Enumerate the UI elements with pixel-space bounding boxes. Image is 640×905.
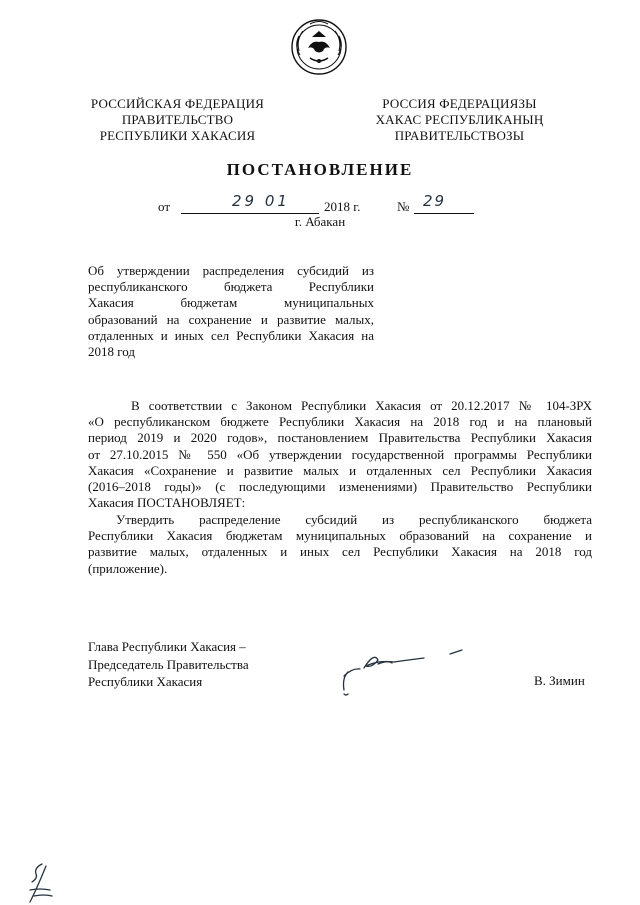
paragraph-line: от 27.10.2015 № 550 «Об утверждении государственной программы Республики — [88, 446, 592, 462]
paragraph-line: развитие малых, отдаленных и иных сел Республики Хакасия на 2018 год — [88, 544, 592, 560]
coat-of-arms-emblem — [290, 18, 348, 76]
number-sign: № — [397, 199, 410, 214]
subject-line: отдаленных и иных сел Республики Хакасия на — [88, 327, 374, 343]
subject-line: образований на сохранение и развитие малых, — [88, 311, 374, 327]
date-prefix: от — [158, 199, 171, 214]
handwritten-number: 29 — [423, 192, 447, 210]
subject-line: республиканского бюджета Республики — [88, 279, 374, 295]
paragraph-line: (2016–2018 годы)» (с последующими изменениями) Правительство Республики — [88, 479, 592, 495]
handwritten-initial-mark — [24, 860, 60, 905]
subject-line: Хакасия бюджетам муниципальных — [88, 295, 374, 311]
signatory-name: В. Зимин — [534, 673, 585, 688]
position-line: Глава Республики Хакасия – — [88, 639, 246, 654]
handwritten-date: 29 01 — [232, 192, 290, 210]
signatory-position — [88, 638, 249, 691]
header-left-russian — [80, 96, 275, 144]
body-paragraph-2 — [88, 512, 592, 577]
paragraph-line: Хакасия ПОСТАНОВЛЯЕТ: — [88, 495, 246, 511]
header-left-line: РЕСПУБЛИКИ ХАКАСИЯ — [99, 128, 256, 143]
header-left-line: РОССИЙСКАЯ ФЕДЕРАЦИЯ — [90, 96, 265, 111]
header-right-line: ХАКАС РЕСПУБЛИКАНЫҢ — [375, 112, 544, 127]
header-right-line: ПРАВИТЕЛЬСТВОЗЫ — [394, 128, 525, 143]
header-left-line: ПРАВИТЕЛЬСТВО — [121, 112, 234, 127]
paragraph-line: Утвердить распределение субсидий из республиканского бюджета — [116, 512, 592, 527]
subject-line: Об утверждении распределения субсидий из — [88, 263, 374, 278]
header-right-khakas — [362, 96, 557, 144]
position-line: Председатель Правительства — [88, 656, 249, 672]
header-right-line: РОССИЯ ФЕДЕРАЦИЯЗЫ — [382, 96, 537, 111]
city-name: г. Абакан — [294, 214, 346, 229]
handwritten-signature — [338, 638, 468, 698]
paragraph-line: Республики Хакасия бюджетам муниципальных образований на сохранение и — [88, 528, 592, 544]
paragraph-line: (приложение). — [88, 560, 168, 576]
year-text: 2018 г. — [324, 199, 361, 214]
paragraph-line: В соответствии с Законом Республики Хакасия от 20.12.2017 № 104-ЗРХ — [131, 398, 592, 413]
paragraph-line: период 2019 и 2020 годов», постановлением Правительства Республики Хакасия — [88, 430, 592, 446]
subject-line: 2018 год — [88, 344, 135, 360]
document-title: ПОСТАНОВЛЕНИЕ — [226, 160, 414, 179]
paragraph-line: «О республиканском бюджете Республики Хакасия на 2018 год и на плановый — [88, 414, 592, 430]
position-line: Республики Хакасия — [88, 674, 203, 689]
document-subject — [88, 263, 374, 360]
body-paragraph-1 — [88, 398, 592, 511]
paragraph-line: Хакасия «Сохранение и развитие малых и отдаленных сел Республики Хакасия — [88, 462, 592, 478]
